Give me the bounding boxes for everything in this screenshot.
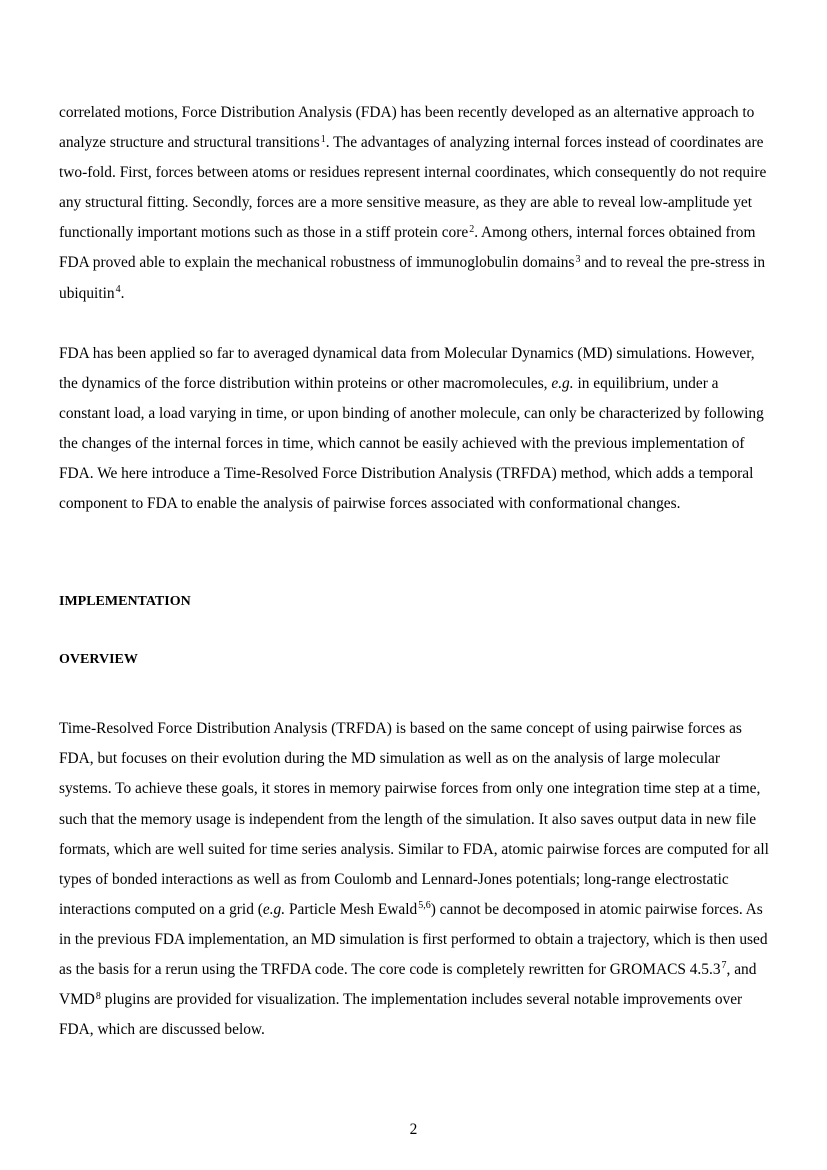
text-span: . xyxy=(120,284,125,302)
subsection-heading-overview: OVERVIEW xyxy=(59,652,138,668)
text-span: and to reveal the pre-stress in ubiquitin xyxy=(59,254,766,302)
citation: 1 xyxy=(320,133,326,145)
citation: 2 xyxy=(469,223,475,235)
citation: 5,6 xyxy=(418,900,431,912)
paragraph-overview xyxy=(59,714,771,1045)
section-heading-implementation: IMPLEMENTATION xyxy=(59,594,191,610)
paragraph-fda-intro xyxy=(59,98,771,309)
text-span: FDA has been applied so far to averaged dynamical data from Molecular Dynamics (MD) simulations. However, the dynamics of the force distribution within proteins or other macromolecules, xyxy=(59,344,755,392)
italic-abbrev: e.g. xyxy=(262,900,286,918)
page-content xyxy=(59,98,771,1045)
paragraph-trfda-motivation xyxy=(59,339,771,520)
page-number: 2 xyxy=(409,1121,418,1138)
text-span: in equilibrium, under a constant load, a load varying in time, or upon binding of another molecule, can only be characterized by following the changes of the internal forces in time, which cannot be easily achieved with the previous implementation of FDA. We here introduce a Time-Resolved Force Distribution Analysis (TRFDA) method, which adds a temporal component to FDA to enable the analysis of pairwise forces associated with conformational changes. xyxy=(59,374,764,513)
citation: 4 xyxy=(115,284,121,296)
text-span: . Among others, internal forces obtained from FDA proved able to explain the mechanical robustness of immunoglobulin domains xyxy=(59,224,756,272)
citation: 8 xyxy=(95,990,101,1002)
text-span: plugins are provided for visualization. The implementation includes several notable improvements over FDA, which are discussed below. xyxy=(59,991,743,1039)
citation: 7 xyxy=(721,960,727,972)
text-span: . The advantages of analyzing internal forces instead of coordinates are two-fold. First, forces between atoms or residues represent internal coordinates, which consequently do not require any structural fitting. Secondly, forces are a more sensitive measure, as they are able to reveal low-amplitude yet functionally important motions such as those in a stiff protein core xyxy=(59,134,767,242)
text-span: ) cannot be decomposed in atomic pairwise forces. As in the previous FDA implementation, an MD simulation is first performed to obtain a trajectory, which is then used as the basis for a rerun using the TRFDA code. The core code is completely rewritten for GROMACS 4.5.3 xyxy=(59,900,768,978)
text-span: Time-Resolved Force Distribution Analysis (TRFDA) is based on the same concept of using pairwise forces as FDA, but focuses on their evolution during the MD simulation as well as on the analysis of large molecular systems. To achieve these goals, it stores in memory pairwise forces from only one integration time step at a time, such that the memory usage is independent from the length of the simulation. It also saves output data in new file formats, which are well suited for time series analysis. Similar to FDA, atomic pairwise forces are computed for all types of bonded interactions as well as from Coulomb and Lennard-Jones potentials; long-range electrostatic interactions computed on a grid ( xyxy=(59,720,769,918)
citation: 3 xyxy=(575,253,581,265)
text-span: Particle Mesh Ewald xyxy=(285,900,418,918)
text-span: , and VMD xyxy=(59,960,757,1009)
text-span: correlated motions, Force Distribution Analysis (FDA) has been recently developed as an alternative approach to analyze structure and structural transitions xyxy=(59,104,755,152)
italic-abbrev: e.g. xyxy=(551,374,574,392)
